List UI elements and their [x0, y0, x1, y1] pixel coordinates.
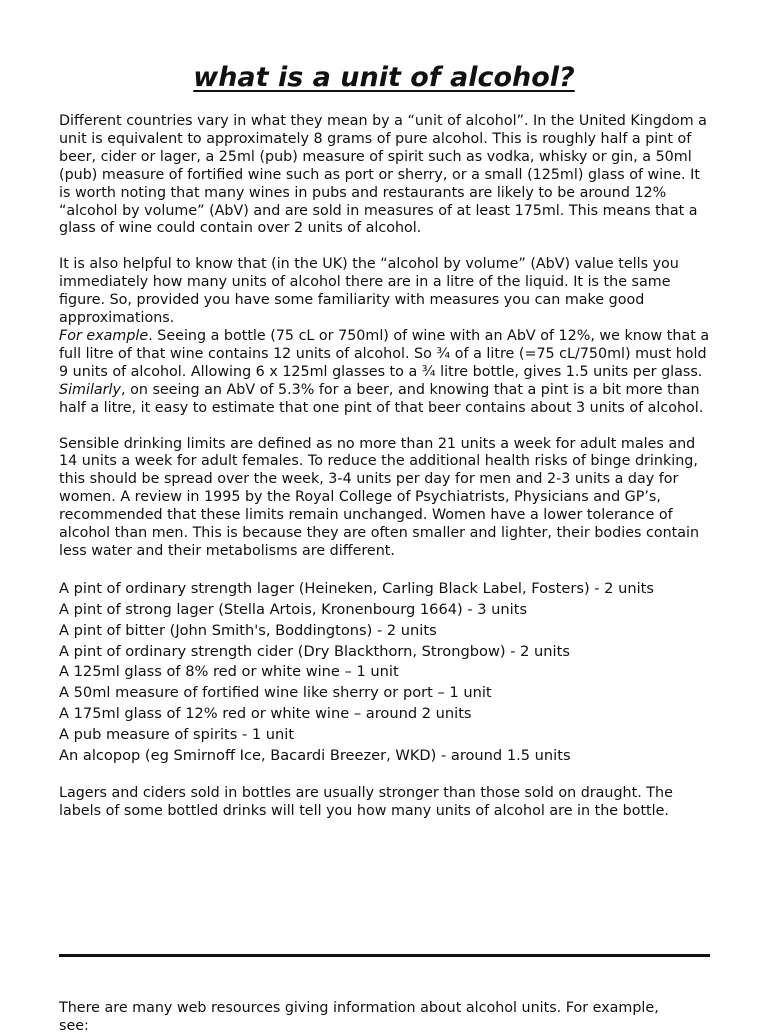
bottles-paragraph: Lagers and ciders sold in bottles are usually stronger than those sold on draught. The labels of some bottled drinks will tell you how many units of alcohol are in the bottle.: [59, 785, 673, 819]
list-item: A 125ml glass of 8% red or white wine – 1 unit: [59, 663, 399, 681]
page-title: what is a unit of alcohol?: [193, 62, 575, 93]
example-paragraph: [59, 328, 715, 382]
units-list: [59, 579, 715, 767]
list-item: A pint of strong lager (Stella Artois, Kronenbourg 1664) - 3 units: [59, 600, 528, 618]
footer-paragraph: There are many web resources giving information about alcohol units. For example, see:: [59, 1000, 659, 1035]
paragraph-spacer: [59, 767, 715, 785]
paragraph-spacer: [59, 561, 715, 579]
list-item: An alcopop (eg Smirnoff Ice, Bacardi Breezer, WKD) - around 1.5 units: [59, 747, 571, 765]
document-body: [59, 113, 715, 821]
paragraph-spacer: [59, 238, 715, 256]
similarly-paragraph: [59, 382, 715, 418]
list-item: A pint of ordinary strength cider (Dry Blackthorn, Strongbow) - 2 units: [59, 642, 570, 660]
list-item: A pub measure of spirits - 1 unit: [59, 726, 295, 744]
similarly-text: , on seeing an AbV of 5.3% for a beer, and knowing that a pint is a bit more than half a litre, it easy to estimate that one pint of that beer contains about 3 units of alcohol.: [59, 381, 704, 416]
similarly-lead: Similarly: [59, 381, 121, 398]
abv-paragraph: It is also helpful to know that (in the UK) the “alcohol by volume” (AbV) value tells you immediately how many units of alcohol there are in a litre of the liquid. It is the same figure. So, provided you have some familiarity with measures you can make good approximations.: [59, 256, 679, 327]
example-text: . Seeing a bottle (75 cL or 750ml) of wine with an AbV of 12%, we know that a full litre of that wine contains 12 units of alcohol. So ¾ of a litre (=75 cL/750ml) must hold 9 units of alcohol. Allowing 6 x 125ml glasses to a ¾ litre bottle, gives 1.5 units per glass.: [59, 327, 710, 380]
list-item: A pint of bitter (John Smith's, Boddingtons) - 2 units: [59, 621, 437, 639]
list-item: A 50ml measure of fortified wine like sherry or port – 1 unit: [59, 684, 492, 702]
list-item: A 175ml glass of 12% red or white wine – around 2 units: [59, 705, 472, 723]
paragraph-spacer: [59, 418, 715, 436]
horizontal-divider: [59, 954, 710, 957]
limits-paragraph: Sensible drinking limits are defined as no more than 21 units a week for adult males and 14 units a week for adult females. To reduce the additional health risks of binge drinking, this should be spread over the week, 3-4 units per day for men and 2-3 units a day for women. A review in 1995 by the Royal College of Psychiatrists, Physicians and GP’s, recommended that these limits remain unchanged. Women have a lower tolerance of alcohol than men. This is because they are often smaller and lighter, their bodies contain less water and their metabolisms are different.: [59, 435, 700, 559]
intro-paragraph: Different countries vary in what they mean by a “unit of alcohol”. In the United Kingdom a unit is equivalent to approximately 8 grams of pure alcohol. This is roughly half a pint of beer, cider or lager, a 25ml (pub) measure of spirit such as vodka, whisky or gin, a 50ml (pub) measure of fortified wine such as port or sherry, or a small (125ml) glass of wine. It is worth noting that many wines in pubs and restaurants are likely to be around 12% “alcohol by volume” (AbV) and are sold in measures of at least 175ml. This means that a glass of wine could contain over 2 units of alcohol.: [59, 113, 707, 237]
list-item: A pint of ordinary strength lager (Heineken, Carling Black Label, Fosters) - 2 units: [59, 579, 654, 597]
example-lead: For example: [59, 327, 149, 344]
